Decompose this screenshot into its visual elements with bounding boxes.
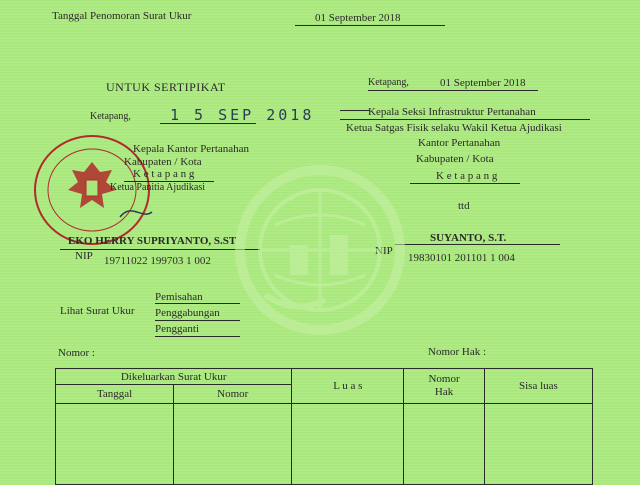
divider: [295, 25, 445, 26]
divider: [410, 183, 520, 184]
left-nip-value: 19711022 199703 1 002: [104, 255, 211, 267]
table-group-header: Dikeluarkan Surat Ukur: [56, 369, 292, 385]
right-ttd: ttd: [458, 200, 470, 212]
right-line1: Kepala Seksi Infrastruktur Pertanahan: [368, 106, 536, 118]
right-nip-value: 19830101 201101 1 004: [408, 252, 515, 264]
table-cell: [56, 404, 174, 485]
bpn-emblem-icon: [235, 165, 405, 335]
right-line2: Ketua Satgas Fisik selaku Wakil Ketua Ajudikasi: [346, 122, 562, 134]
right-line4: Kabupaten / Kota: [416, 153, 494, 165]
number-label: Nomor :: [58, 347, 95, 359]
table-header-nomor-hak: Nomor Hak: [404, 369, 485, 404]
right-number-label: Nomor Hak :: [428, 346, 487, 358]
divider: [155, 336, 240, 337]
divider: [368, 90, 538, 91]
see-survey-label: Lihat Surat Ukur: [60, 305, 135, 317]
table-header-sisa-luas: Sisa luas: [484, 369, 592, 404]
survey-numbering-date: 01 September 2018: [315, 12, 401, 24]
right-date: 01 September 2018: [440, 77, 526, 89]
table-cell: [292, 404, 404, 485]
table-cell: [484, 404, 592, 485]
table-header-nomor: Nomor: [174, 385, 292, 404]
for-certificate-title: UNTUK SERTIPIKAT: [106, 80, 226, 94]
table-cell: [174, 404, 292, 485]
divider: [340, 119, 590, 120]
divider: [155, 303, 240, 304]
left-signer-name: EKO HERRY SUPRIYANTO, S.ST: [68, 235, 237, 247]
survey-numbering-date-label: Tanggal Penomoran Surat Ukur: [52, 10, 192, 22]
right-line5: K e t a p a n g: [436, 170, 498, 182]
divider: [395, 244, 560, 245]
left-office-line1: Kepala Kantor Pertanahan: [133, 143, 250, 155]
left-nip-label: NIP: [75, 250, 93, 262]
left-office-line3: K e t a p a n g: [133, 168, 195, 180]
divider: [340, 110, 370, 111]
table-header-tanggal: Tanggal: [56, 385, 174, 404]
left-place: Ketapang,: [90, 111, 131, 122]
divider: [155, 320, 240, 321]
left-office-line4: Ketua Panitia Ajudikasi: [110, 182, 205, 193]
right-signer-name: SUYANTO, S.T.: [430, 232, 507, 244]
table-cell: [404, 404, 485, 485]
survey-history-table: [55, 368, 593, 485]
reference-option-2: Penggabungan: [155, 307, 220, 319]
right-place: Ketapang,: [368, 77, 409, 88]
right-line3: Kantor Pertanahan: [418, 137, 501, 149]
reference-option-1: Pemisahan: [155, 291, 203, 303]
right-nip-label: NIP: [375, 245, 393, 257]
reference-option-3: Pengganti: [155, 323, 199, 335]
date-stamp: 1 5 SEP 2018: [170, 106, 315, 124]
table-header-luas: L u a s: [292, 369, 404, 404]
divider: [160, 123, 256, 124]
left-office-line2: Kabupaten / Kota: [124, 156, 202, 168]
